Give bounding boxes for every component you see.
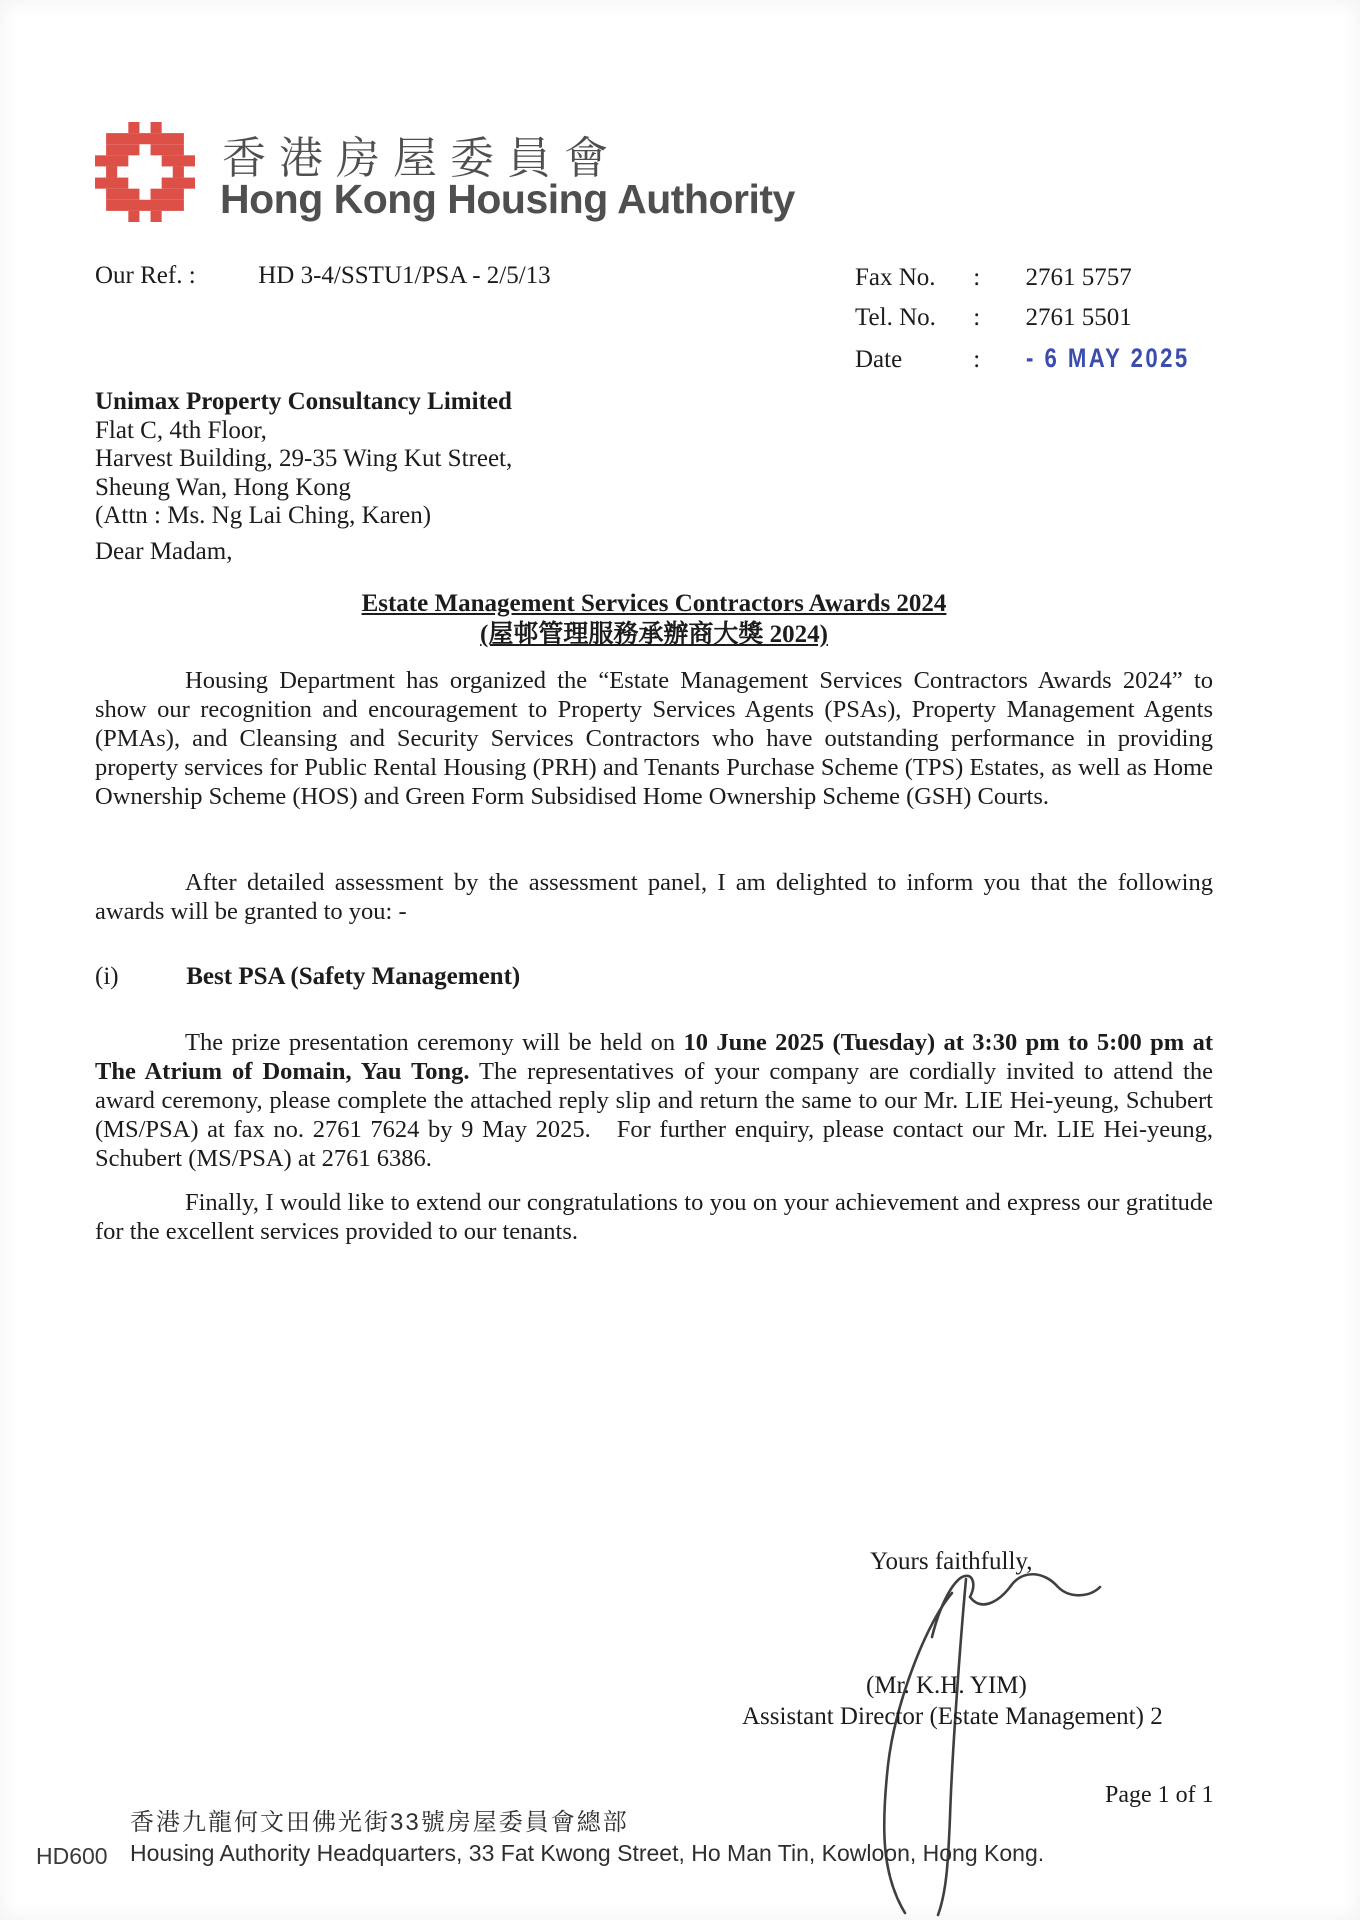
page-number: Page 1 of 1 [1105, 1782, 1214, 1808]
tel-value: 2761 5501 [1025, 304, 1132, 331]
award-item-text: Best PSA (Safety Management) [186, 963, 521, 990]
subject-chinese: (屋邨管理服務承辦商大獎 2024) [480, 621, 828, 648]
date-colon: : [973, 346, 981, 373]
subject-english: Estate Management Services Contractors Awards 2024 [361, 590, 947, 617]
date-stamp: - 6 MAY 2025 [1025, 343, 1190, 373]
tel-label: Tel. No. [855, 304, 936, 331]
recipient-address-line: Sheung Wan, Hong Kong [95, 473, 351, 501]
housing-authority-logo-icon [95, 122, 195, 222]
paragraph-3-rest: The representatives of your company are cordially invited to attend the award ceremony, please complete the attached reply slip and return the same to our Mr. LIE Hei-yeung, Schubert (MS/PSA) at fax no. 2761 7624 by 9 May 2025. For further enquiry, please contact our Mr. LIE Hei-yeung, Schubert (MS/PSA) at 2761 6386. [95, 1058, 1213, 1172]
salutation: Dear Madam, [95, 538, 233, 565]
form-code: HD600 [36, 1843, 108, 1869]
contact-block [855, 258, 1225, 380]
our-ref-value: HD 3-4/SSTU1/PSA - 2/5/13 [258, 262, 551, 289]
our-ref-label: Our Ref. : [95, 262, 196, 289]
letterhead-chinese-name: 香港房屋委員會 [222, 134, 621, 183]
recipient-address-line: Flat C, 4th Floor, [95, 416, 267, 444]
paragraph-3 [95, 1028, 1213, 1173]
paragraph-1: Housing Department has organized the “Estate Management Services Contractors Awards 2024” to show our recognition and encouragement to Property Services Agents (PSAs), Property Management Agents (PMAs), and Cleansing and Security Services Contractors who have outstanding performance in providing property services for Public Rental Housing (PRH) and Tenants Purchase Scheme (TPS) Estates, as well as Home Ownership Scheme (HOS) and Green Form Subsidised Home Ownership Scheme (GSH) Courts. [95, 667, 1213, 810]
paragraph-3-bold: 10 June 2025 (Tuesday) at 3:30 pm to 5:00 pm at The Atrium of Domain, Yau Tong. [95, 1029, 1213, 1085]
paragraph-4: Finally, I would like to extend our congratulations to you on your achievement and express our gratitude for the excellent services provided to our tenants. [95, 1189, 1213, 1245]
recipient-address [95, 388, 512, 531]
tel-row [855, 298, 1225, 338]
footer-address-chinese: 香港九龍何文田佛光街33號房屋委員會總部 [130, 1809, 629, 1836]
date-label: Date [855, 346, 903, 373]
paragraph-3-prefix: The prize presentation ceremony will be held on [185, 1029, 684, 1056]
date-row [855, 338, 1225, 380]
recipient-company: Unimax Property Consultancy Limited [95, 388, 512, 415]
recipient-address-line: Harvest Building, 29-35 Wing Kut Street, [95, 445, 513, 472]
fax-value: 2761 5757 [1025, 264, 1132, 291]
award-item [95, 963, 520, 991]
award-item-marker: (i) [95, 963, 119, 990]
paragraph-2: After detailed assessment by the assessment panel, I am delighted to inform you that the following awards will be granted to you: - [95, 869, 1213, 925]
fax-label: Fax No. [855, 264, 936, 291]
recipient-address-line: (Attn : Ms. Ng Lai Ching, Karen) [95, 502, 432, 529]
signer-name: (Mr. K.H. YIM) [866, 1672, 1027, 1699]
fax-row [855, 258, 1225, 298]
tel-colon: : [973, 304, 981, 331]
valediction: Yours faithfully, [870, 1548, 1033, 1575]
fax-colon: : [973, 264, 981, 291]
letterhead-english-name: Hong Kong Housing Authority [220, 176, 795, 222]
subject-block [95, 588, 1213, 650]
footer-address-english: Housing Authority Headquarters, 33 Fat Kwong Street, Ho Man Tin, Kowloon, Hong Kong. [130, 1840, 1045, 1866]
signer-title: Assistant Director (Estate Management) 2 [742, 1703, 1163, 1730]
our-ref-line [95, 262, 551, 290]
